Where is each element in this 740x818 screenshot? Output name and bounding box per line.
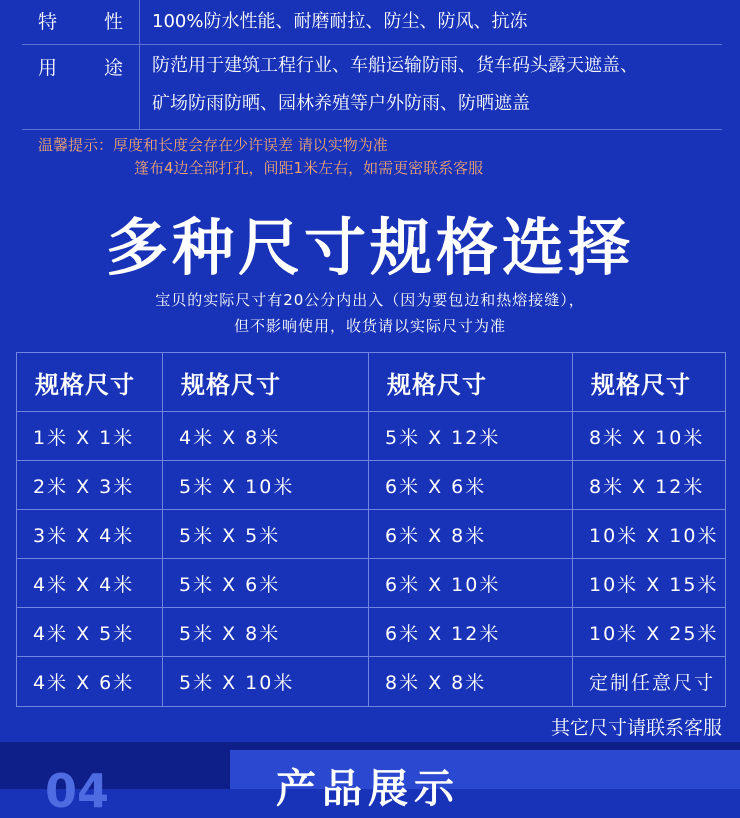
header-cell: 规格尺寸 [591,370,691,399]
size-cell: 5米 X 6米 [163,559,369,607]
size-table-header [17,353,725,412]
size-cell: 2米 X 3米 [17,461,163,509]
size-cell: 10米 X 25米 [589,622,719,645]
size-cell: 8米 X 8米 [369,657,573,706]
size-cell: 定制任意尺寸 [589,672,716,694]
size-cell: 8米 X 10米 [589,426,705,449]
spec-row-feature [22,0,722,45]
spec-label [22,0,140,44]
table-row [17,461,725,510]
spec-label-char: 性 [103,11,123,33]
size-cell: 4米 X 4米 [17,559,163,607]
table-row [17,412,725,461]
spec-value-line: 100%防水性能、耐磨耐拉、防尘、防风、抗冻 [152,11,528,32]
section-title: 多种尺寸规格选择 [105,211,634,284]
spec-value [140,0,722,44]
spec-label-char: 特 [38,11,58,33]
section-header-title: 产品展示 [276,766,460,812]
size-note [0,287,740,339]
size-cell: 4米 X 5米 [17,608,163,656]
spec-label-char: 用 [38,57,58,79]
size-note-line: 但不影响使用，收货请以实际尺寸为准 [233,317,506,335]
size-cell: 5米 X 12米 [369,412,573,460]
section-number: 04 [45,764,110,818]
size-cell: 8米 X 12米 [589,475,705,498]
size-table [16,352,726,707]
table-row [17,559,725,608]
size-cell: 6米 X 10米 [369,559,573,607]
header-cell: 规格尺寸 [369,353,573,411]
size-cell: 1米 X 1米 [17,412,163,460]
size-cell: 10米 X 10米 [589,524,719,547]
size-note-line: 宝贝的实际尺寸有20公分内出入（因为要包边和热熔接缝）， [155,291,585,309]
table-row [17,657,725,706]
contact-note: 其它尺寸请联系客服 [550,717,722,739]
tips-line: 篷布4边全部打孔，间距1米左右，如需更密联系客服 [134,159,484,177]
spec-label-char: 途 [103,57,123,79]
table-row [17,608,725,657]
size-cell: 4米 X 8米 [163,412,369,460]
size-cell: 10米 X 15米 [589,573,719,596]
size-cell: 6米 X 8米 [369,510,573,558]
size-cell: 3米 X 4米 [17,510,163,558]
spec-value-line: 防范用于建筑工程行业、车船运输防雨、货车码头露天遮盖、 [152,55,638,76]
spec-label [22,45,140,129]
header-cell: 规格尺寸 [163,353,369,411]
spec-table [22,0,722,130]
tips-line: 温馨提示：厚度和长度会存在少许误差 请以实物为准 [38,136,388,154]
size-cell: 6米 X 12米 [369,608,573,656]
spec-value [140,45,722,129]
size-cell: 4米 X 6米 [17,657,163,706]
table-row [17,510,725,559]
size-cell: 6米 X 6米 [369,461,573,509]
spec-row-usage [22,45,722,130]
header-cell: 规格尺寸 [17,353,163,411]
size-cell: 5米 X 10米 [163,461,369,509]
spec-value-line: 矿场防雨防晒、园林养殖等户外防雨、防晒遮盖 [152,93,530,114]
tips-note [38,134,483,180]
size-cell: 5米 X 8米 [163,608,369,656]
size-cell: 5米 X 5米 [163,510,369,558]
size-cell: 5米 X 10米 [163,657,369,706]
